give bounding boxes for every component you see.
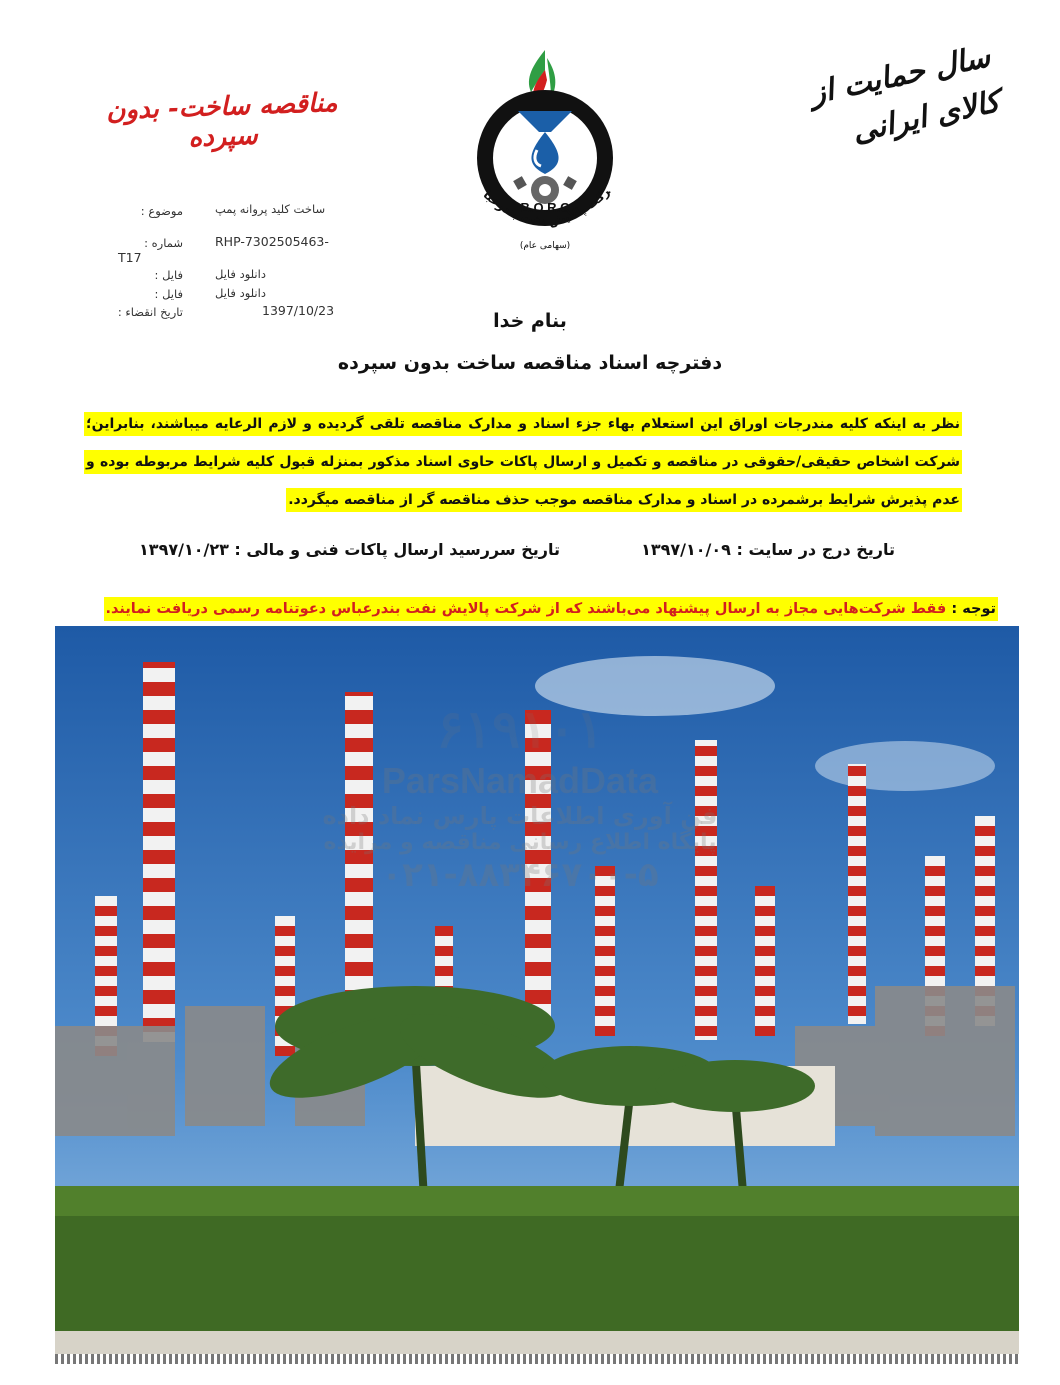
- file1-label: فایل :: [154, 268, 183, 282]
- number-value: RHP-7302505463-: [215, 234, 329, 249]
- file2-label: فایل :: [154, 287, 183, 301]
- subject-label: موضوع :: [140, 204, 183, 218]
- file1-download-link[interactable]: دانلود فایل: [215, 267, 266, 281]
- borc-logo: [455, 40, 635, 255]
- watermark-number: ۶۱۹۱۰۱: [436, 701, 604, 759]
- logo-company-arc: رکت پالایش نفت بندرعبا: [480, 184, 613, 229]
- bottom-border: [55, 1354, 1019, 1364]
- logo-acronym: B.O.R.C: [520, 200, 570, 215]
- notice-label: توجه :: [951, 601, 996, 617]
- watermark-brand: ParsNamadData: [381, 760, 659, 801]
- notice-banner: [104, 597, 998, 621]
- slogan-text: سال حمایت از کالای ایرانی: [807, 39, 1003, 150]
- expiry-value: 1397/10/23: [262, 303, 335, 318]
- watermark: [300, 700, 740, 895]
- posted-date: تاریخ درج در سایت : ۱۳۹۷/۱۰/۰۹: [641, 540, 895, 559]
- number-label: شماره :: [144, 236, 183, 250]
- logo-company-type: (سهامی عام): [519, 241, 571, 251]
- dates-line: [139, 540, 895, 559]
- bismillah-heading: بنام خدا: [493, 310, 567, 332]
- watermark-tagline: فن آوری اطلاعات پارس نماد داده: [322, 802, 718, 830]
- notice-text: فقط شرکت‌هایی مجاز به ارسال پیشنهاد می‌باشند که از شرکت پالایش نفت بندرعباس دعوتنامه رسمی دریافت نمایند.: [105, 601, 947, 617]
- deadline-date: تاریخ سررسید ارسال پاکات فنی و مالی : ۱۳۹۷/۱۰/۲۳: [139, 540, 560, 559]
- expiry-label: تاریخ انقضاء :: [117, 305, 183, 319]
- watermark-phone: ۰۲۱-۸۸۳۴۶۷۰۰-۵: [381, 855, 659, 895]
- tender-type-title: مناقصه ساخت- بدون سپرده: [105, 87, 339, 154]
- subject-value: ساخت کلید پروانه پمپ: [215, 202, 326, 216]
- file2-download-link[interactable]: دانلود فایل: [215, 286, 266, 300]
- intro-text: نظر به اینکه کلیه مندرجات اوراق این استعلام بهاء جزء اسناد و مدارک مناقصه تلقی گردیده و لازم الرعایه میباشند، بنابراین؛ شرکت اشخاص حقیقی/حقوقی در مناقصه و تکمیل و ارسال پاکات حاوی اسناد مذکور بمنزله قبول کلیه شرایط مربوطه بوده و عدم پذیرش شرایط برشمرده در اسناد و مدارک مناقصه موجب حذف مناقصه گر از مناقصه میگردد.: [84, 412, 962, 512]
- watermark-subline: پایگاه اطلاع رسانی مناقصه و مزایده: [323, 830, 717, 855]
- intro-paragraph: [84, 405, 962, 519]
- number-suffix: T17: [118, 250, 142, 265]
- document-title: دفترچه اسناد مناقصه ساخت بدون سپرده: [337, 352, 723, 374]
